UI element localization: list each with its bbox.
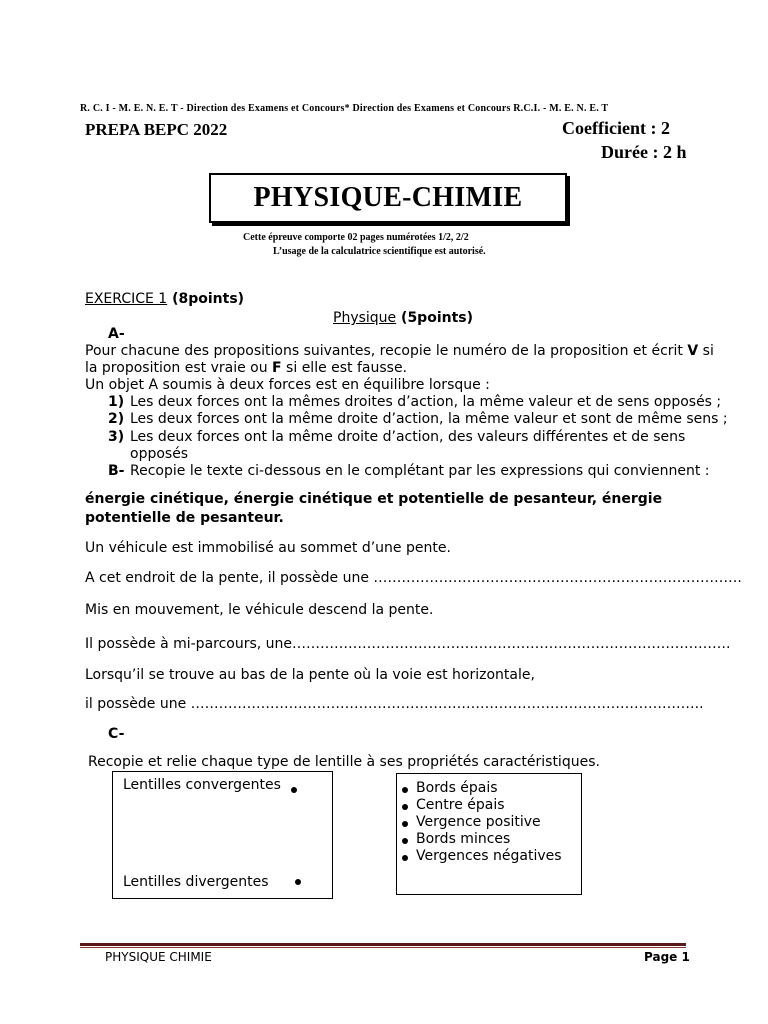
- header-line: R. C. I - M. E. N. E. T - Direction des Examens et Concours* Direction des Examens et Concours R.C.I. - M. E. N. E. T: [80, 103, 609, 114]
- section-a-stem: Un objet A soumis à deux forces est en équilibre lorsque :: [85, 377, 490, 393]
- section-a-label: A-: [108, 326, 125, 342]
- physique-label: Physique: [333, 310, 397, 326]
- fill-in-line: Il possède à mi-parcours, une………………………………………………………………………………….: [85, 636, 731, 652]
- f-letter: F: [272, 360, 282, 376]
- bullet-dot-icon: [295, 879, 301, 885]
- instr-1b: si: [698, 343, 714, 359]
- item-number: 2): [108, 411, 125, 427]
- coefficient: Coefficient : 2: [562, 118, 670, 138]
- section-a-instruction-line-1: [85, 343, 714, 359]
- footer-rule: [80, 943, 686, 946]
- bullet-dot-icon: [402, 804, 408, 810]
- list-item-continuation: opposés: [130, 446, 189, 462]
- exercise-1-heading: [85, 291, 244, 307]
- expressions-list: énergie cinétique, énergie cinétique et potentielle de pesanteur, énergie potentielle de pesanteur.: [85, 491, 663, 526]
- lens-property-item: Bords épais: [416, 780, 498, 796]
- fill-in-line: il possède une ………………………………………………………………………………………………..: [85, 696, 704, 712]
- bullet-dot-icon: [402, 821, 408, 827]
- page-number: Page 1: [644, 950, 690, 964]
- lens-property-item: Vergences négatives: [416, 848, 562, 864]
- text-sentence: Mis en mouvement, le véhicule descend la pente.: [85, 602, 434, 618]
- physique-points: (5points): [396, 310, 474, 326]
- v-letter: V: [687, 343, 699, 359]
- calculator-note: L’usage de la calculatrice scientifique est autorisé.: [273, 246, 486, 257]
- text-sentence: Un véhicule est immobilisé au sommet d’une pente.: [85, 540, 451, 556]
- list-item: Les deux forces ont la même droite d’action, des valeurs différentes et de sens: [130, 429, 686, 445]
- section-b-label: B-: [108, 463, 125, 479]
- section-a-instruction-line-2: [85, 360, 407, 376]
- lens-property-item: Bords minces: [416, 831, 511, 847]
- section-c-instruction: Recopie et relie chaque type de lentille à ses propriétés caractéristiques.: [88, 754, 600, 770]
- instr-2a: la proposition est vraie ou: [85, 360, 273, 376]
- footer-rule-thin: [80, 947, 686, 948]
- bullet-dot-icon: [402, 855, 408, 861]
- lens-types-box: [112, 771, 333, 899]
- duration: Durée : 2 h: [601, 142, 687, 162]
- bullet-dot-icon: [291, 787, 297, 793]
- bullet-dot-icon: [402, 838, 408, 844]
- item-number: 1): [108, 394, 125, 410]
- section-b-instruction: Recopie le texte ci-dessous en le complétant par les expressions qui conviennent :: [130, 463, 710, 479]
- text-sentence: Lorsqu’il se trouve au bas de la pente où la voie est horizontale,: [85, 667, 535, 683]
- instr-1a: Pour chacune des propositions suivantes, recopie le numéro de la proposition et écrit: [85, 343, 688, 359]
- lens-property-item: Centre épais: [416, 797, 505, 813]
- physique-heading: [333, 310, 473, 326]
- fill-in-line: A cet endroit de la pente, il possède une …………………………………………………………………….: [85, 570, 742, 586]
- lens-property-item: Vergence positive: [416, 814, 541, 830]
- list-item: Les deux forces ont la même droite d’action, la même valeur et sont de même sens ;: [130, 411, 728, 427]
- pages-note: Cette épreuve comporte 02 pages numérotées 1/2, 2/2: [243, 232, 469, 243]
- list-item: Les deux forces ont la mêmes droites d’action, la même valeur et de sens opposés ;: [130, 394, 722, 410]
- exam-name: PREPA BEPC 2022: [85, 120, 228, 139]
- item-number: 3): [108, 429, 125, 445]
- footer-subject: PHYSIQUE CHIMIE: [105, 950, 212, 964]
- lens-properties-box: [396, 773, 582, 895]
- lens-type-item: Lentilles convergentes: [123, 777, 281, 793]
- exercise-1-label: EXERCICE 1: [85, 291, 168, 307]
- title-box: [209, 173, 567, 223]
- lens-type-item: Lentilles divergentes: [123, 874, 269, 890]
- page-title: PHYSIQUE-CHIMIE: [253, 182, 523, 213]
- exercise-1-points: (8points): [167, 291, 245, 307]
- section-c-label: C-: [108, 726, 125, 742]
- instr-2b: si elle est fausse.: [281, 360, 408, 376]
- bullet-dot-icon: [402, 787, 408, 793]
